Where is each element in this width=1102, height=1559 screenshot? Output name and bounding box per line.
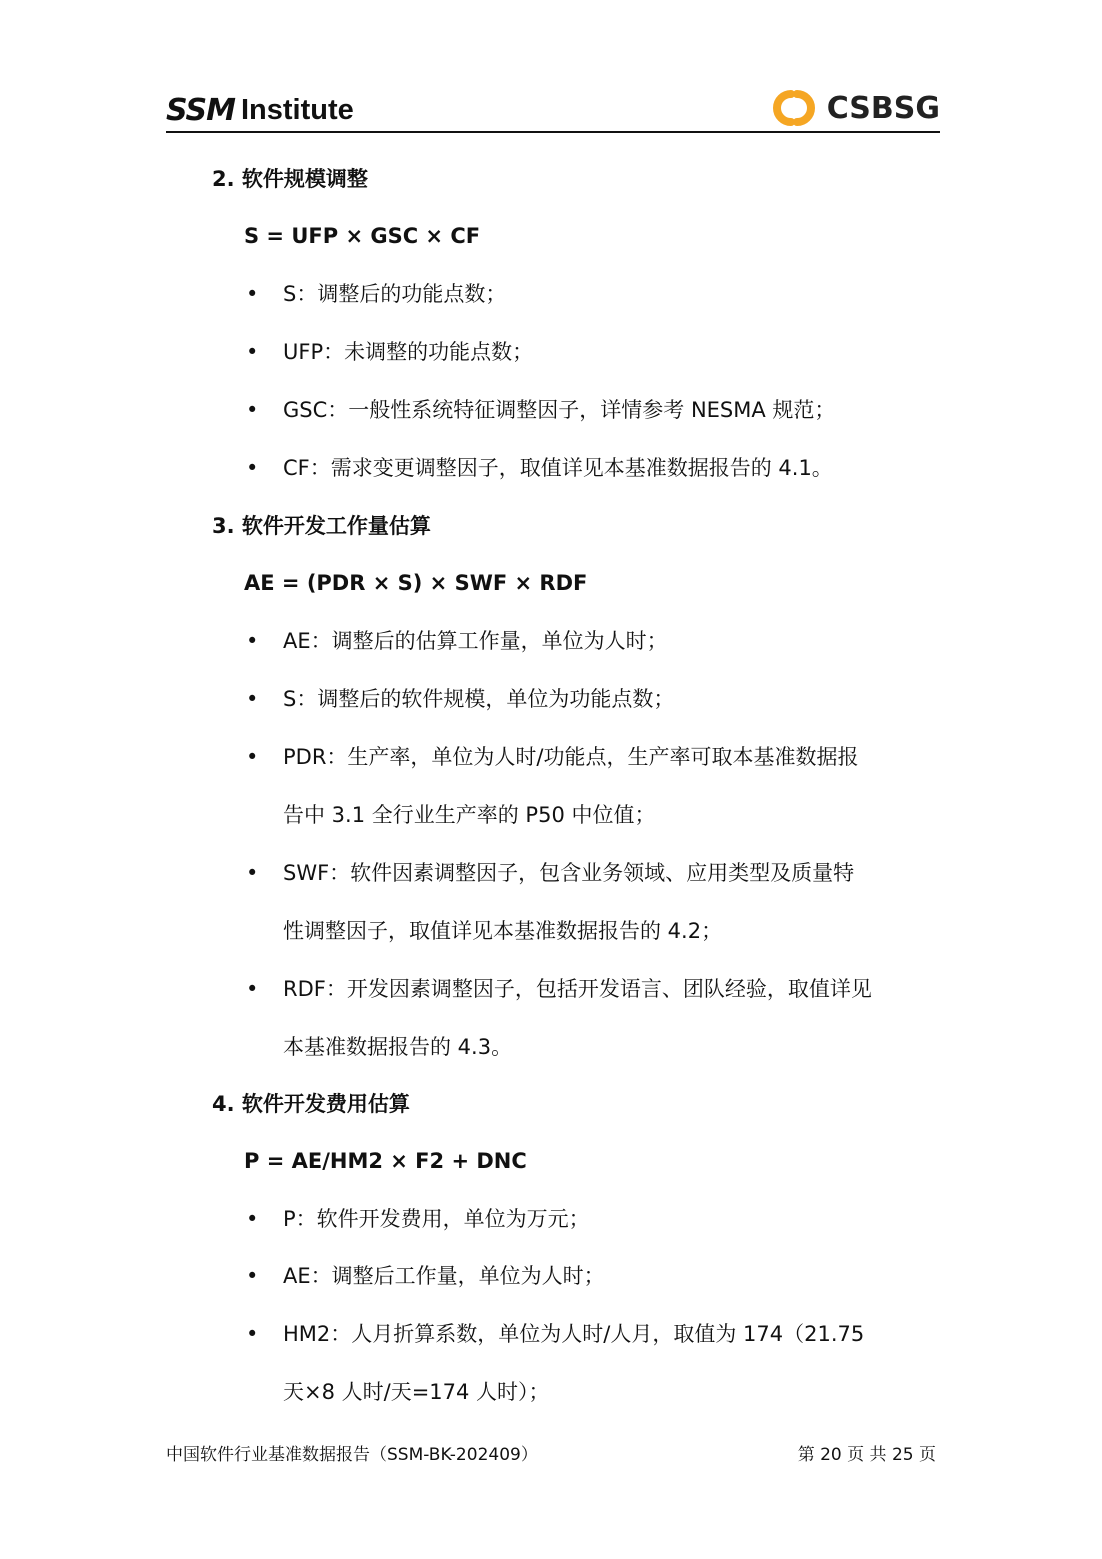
list-item: AE：调整后工作量，单位为人时； [283, 1264, 605, 1288]
list-item: GSC：一般性系统特征调整因子，详情参考 NESMA 规范； [283, 398, 836, 422]
csbsg-logo-text: CSBSG [826, 90, 940, 126]
list-item: SWF：软件因素调整因子，包含业务领域、应用类型及质量特 [283, 861, 855, 885]
page-header [166, 84, 940, 132]
list-item-continuation: 性调整因子，取值详见本基准数据报告的 4.2； [283, 919, 723, 943]
bullet-icon: • [246, 687, 259, 711]
formula: S = UFP × GSC × CF [244, 224, 481, 248]
formula: AE = (PDR × S) × SWF × RDF [244, 571, 588, 595]
bullet-icon: • [246, 861, 259, 885]
list-item-continuation: 告中 3.1 全行业生产率的 P50 中位值； [283, 803, 656, 827]
bullet-icon: • [246, 398, 259, 422]
footer-page-number: 第 20 页 共 25 页 [797, 1445, 936, 1465]
list-item-continuation: 天×8 人时/天=174 人时）； [283, 1380, 550, 1404]
bullet-icon: • [246, 1264, 259, 1288]
footer-report-title: 中国软件行业基准数据报告（SSM-BK-202409） [166, 1445, 538, 1465]
list-item: S：调整后的软件规模，单位为功能点数； [283, 687, 675, 711]
bullet-icon: • [246, 340, 259, 364]
bullet-icon: • [246, 629, 259, 653]
bullet-icon: • [246, 456, 259, 480]
ssm-institute-logo [166, 90, 354, 130]
bullet-icon: • [246, 282, 259, 306]
list-item: AE：调整后的估算工作量，单位为人时； [283, 629, 668, 653]
institute-logo-text: Institute [241, 93, 354, 126]
list-item: CF：需求变更调整因子，取值详见本基准数据报告的 4.1。 [283, 456, 833, 480]
bullet-icon: • [246, 977, 259, 1001]
header-divider [166, 131, 940, 133]
list-item: S：调整后的功能点数； [283, 282, 507, 306]
list-item-continuation: 本基准数据报告的 4.3。 [283, 1035, 513, 1059]
csbsg-logo [769, 86, 940, 130]
list-item: RDF：开发因素调整因子，包括开发语言、团队经验，取值详见 [283, 977, 872, 1001]
list-item: P：软件开发费用，单位为万元； [283, 1207, 590, 1231]
bullet-icon: • [246, 745, 259, 769]
page-footer [166, 1441, 936, 1469]
ssm-logo-mark: SSM [166, 92, 235, 128]
section-heading: 2. 软件规模调整 [212, 167, 368, 191]
list-item: PDR：生产率，单位为人时/功能点，生产率可取本基准数据报 [283, 745, 859, 769]
list-item: HM2：人月折算系数，单位为人时/人月，取值为 174（21.75 [283, 1322, 865, 1346]
section-heading: 3. 软件开发工作量估算 [212, 514, 431, 538]
csbsg-logo-icon [769, 88, 819, 128]
formula: P = AE/HM2 × F2 + DNC [244, 1149, 527, 1173]
section-heading: 4. 软件开发费用估算 [212, 1092, 410, 1116]
bullet-icon: • [246, 1322, 259, 1346]
bullet-icon: • [246, 1207, 259, 1231]
list-item: UFP：未调整的功能点数； [283, 340, 534, 364]
